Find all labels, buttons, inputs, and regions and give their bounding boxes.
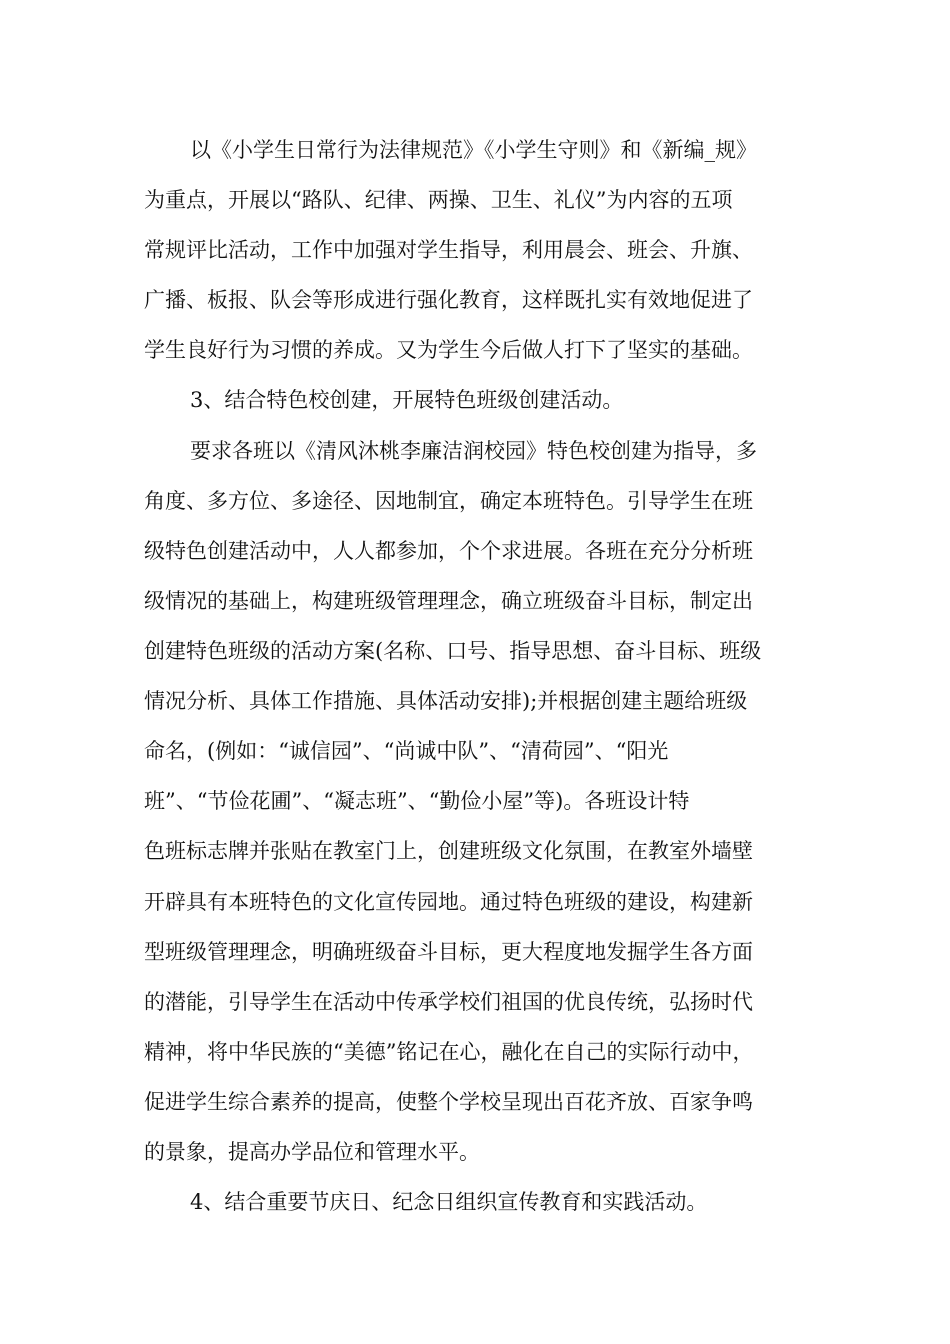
text-line: 型班级管理理念，明确班级奋斗目标，更大程度地发掘学生各方面: [144, 940, 753, 964]
text-line: 为重点，开展以“路队、纪律、两操、卫生、礼仪”为内容的五项: [144, 188, 733, 212]
text-line: 常规评比活动，工作中加强对学生指导，利用晨会、班会、升旗、: [144, 238, 753, 262]
text-line: 的潜能，引导学生在活动中传承学校们祖国的优良传统，弘扬时代: [144, 990, 753, 1014]
text-line: 情况分析、具体工作措施、具体活动安排);并根据创建主题给班级: [144, 689, 748, 713]
text-line: 学生良好行为习惯的养成。又为学生今后做人打下了坚实的基础。: [144, 338, 753, 362]
text-line: 以《小学生日常行为法律规范》《小学生守则》和《新编_规》: [190, 138, 757, 162]
text-line: 创建特色班级的活动方案(名称、口号、指导思想、奋斗目标、班级: [144, 639, 762, 663]
text-line: 精神，将中华民族的“美德”铭记在心，融化在自己的实际行动中，: [144, 1040, 754, 1064]
text-line: 班”、“节俭花圃”、“凝志班”、“勤俭小屋”等)。各班设计特: [144, 789, 690, 813]
text-line: 的景象，提高办学品位和管理水平。: [144, 1140, 480, 1164]
text-line: 要求各班以《清风沐桃李廉洁润校园》特色校创建为指导，多: [190, 439, 757, 463]
text-line: 促进学生综合素养的提高，使整个学校呈现出百花齐放、百家争鸣: [144, 1090, 753, 1114]
text-line: 开辟具有本班特色的文化宣传园地。通过特色班级的建设，构建新: [144, 890, 753, 914]
section-heading: 4、结合重要节庆日、纪念日组织宣传教育和实践活动。: [190, 1190, 708, 1214]
text-line: 级情况的基础上，构建班级管理理念，确立班级奋斗目标，制定出: [144, 589, 753, 613]
text-line: 命名，(例如：“诚信园”、“尚诚中队”、“清荷园”、“阳光: [144, 739, 669, 763]
section-heading: 3、结合特色校创建，开展特色班级创建活动。: [190, 388, 624, 412]
text-line: 级特色创建活动中，人人都参加，个个求进展。各班在充分分析班: [144, 539, 753, 563]
text-line: 角度、多方位、多途径、因地制宜，确定本班特色。引导学生在班: [144, 489, 753, 513]
text-line: 广播、板报、队会等形成进行强化教育，这样既扎实有效地促进了: [144, 288, 753, 312]
text-line: 色班标志牌并张贴在教室门上，创建班级文化氛围，在教室外墙壁: [144, 839, 753, 863]
